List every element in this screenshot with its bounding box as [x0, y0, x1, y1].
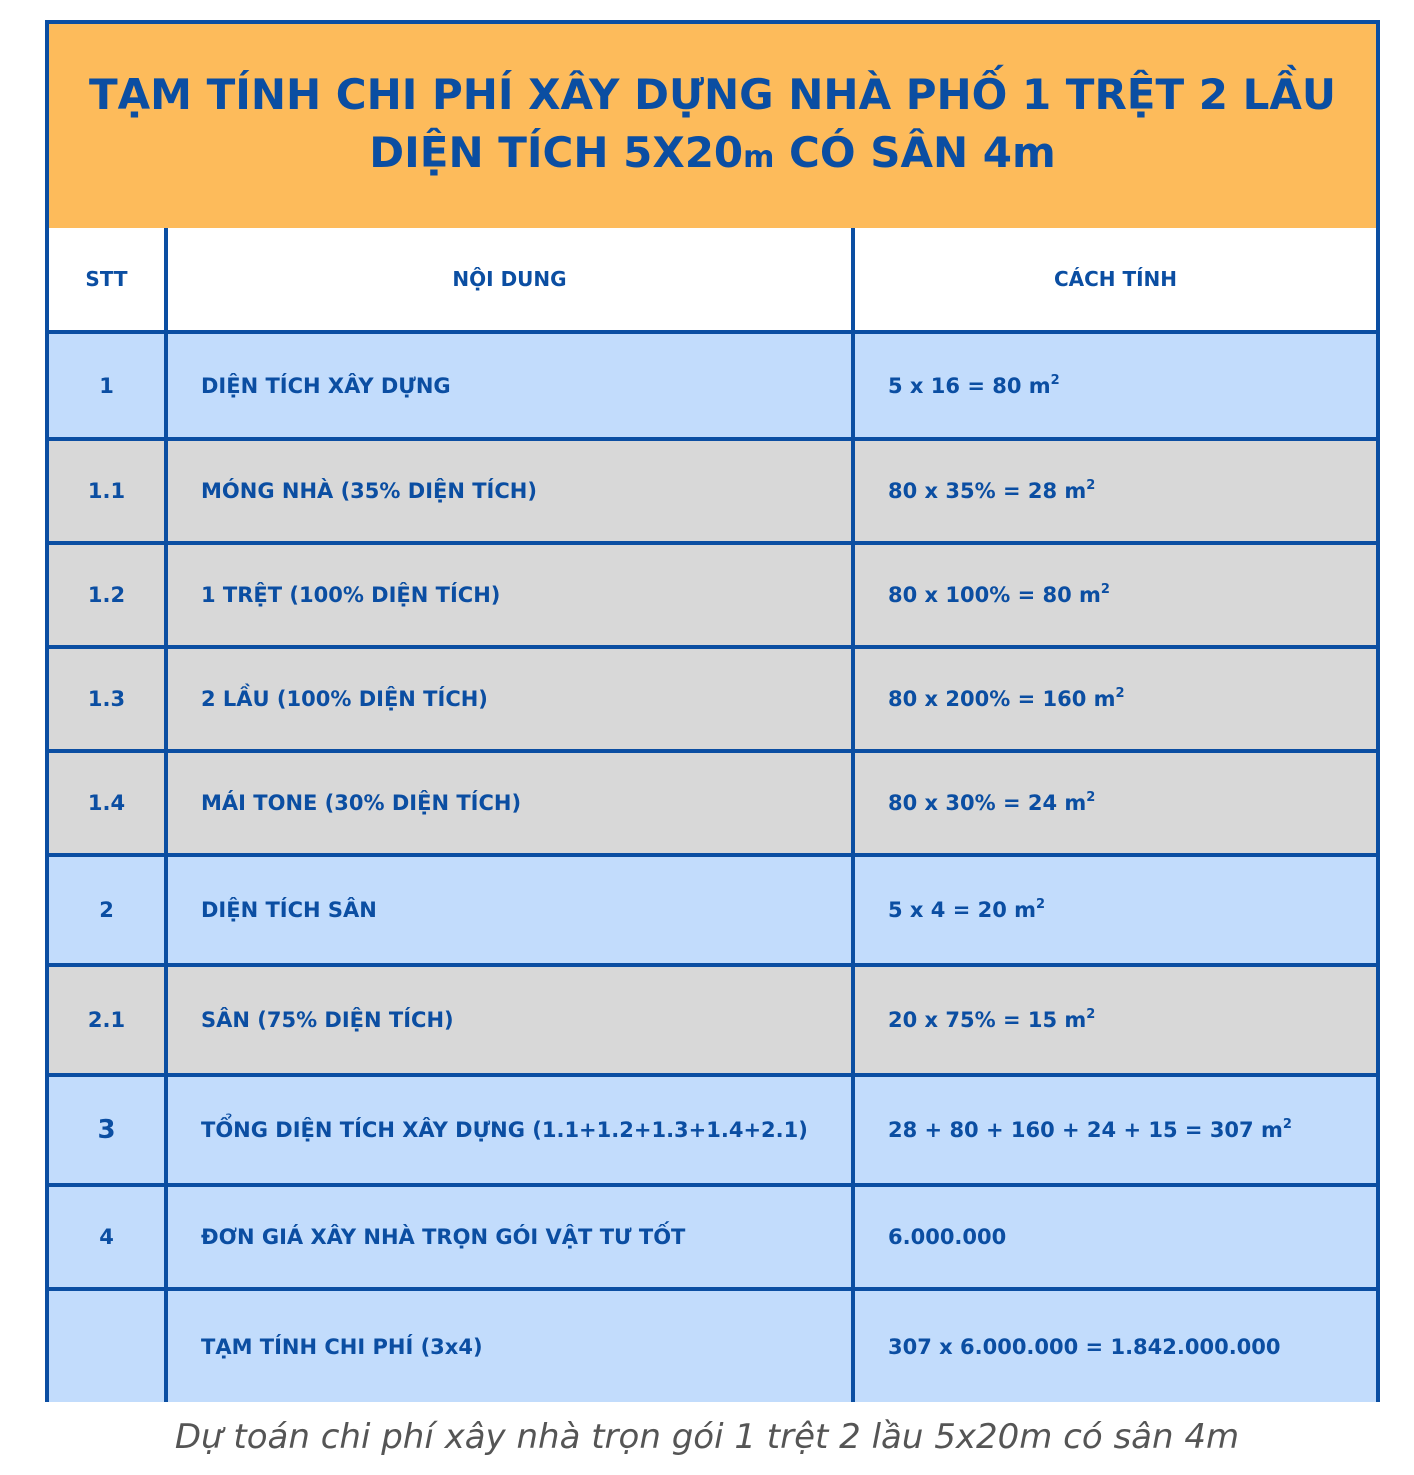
row-content: ĐƠN GIÁ XÂY NHÀ TRỌN GÓI VẬT TƯ TỐT	[166, 1185, 853, 1289]
row-content: DIỆN TÍCH SÂN	[166, 855, 853, 965]
header-stt: STT	[49, 228, 166, 332]
unit-superscript: 2	[1086, 478, 1096, 493]
row-calc-text: 80 x 35% = 28 m	[888, 479, 1087, 503]
row-calc-text: 28 + 80 + 160 + 24 + 15 = 307 m	[888, 1118, 1283, 1142]
row-calc-text: 5 x 4 = 20 m	[888, 898, 1037, 922]
row-stt: 2.1	[49, 965, 166, 1075]
row-calc	[853, 332, 1376, 439]
table-row	[49, 1185, 1376, 1289]
row-calc	[853, 855, 1376, 965]
unit-superscript: 2	[1100, 582, 1110, 597]
row-content: DIỆN TÍCH XÂY DỰNG	[166, 332, 853, 439]
row-calc-text: 6.000.000	[888, 1225, 1007, 1249]
row-stt: 1.3	[49, 647, 166, 751]
row-stt: 2	[49, 855, 166, 965]
table-row	[49, 855, 1376, 965]
row-calc	[853, 1185, 1376, 1289]
header-calc: CÁCH TÍNH	[853, 228, 1376, 332]
row-calc-text: 80 x 200% = 160 m	[888, 687, 1116, 711]
unit-superscript: 2	[1050, 372, 1060, 388]
row-stt: 1.4	[49, 751, 166, 855]
unit-superscript: 2	[1036, 897, 1046, 912]
title-line-2-unit: m	[743, 139, 775, 175]
row-calc-text: 80 x 100% = 80 m	[888, 583, 1101, 607]
cost-table-frame	[45, 20, 1380, 1402]
image-caption: Dự toán chi phí xây nhà trọn gói 1 trệt 2 lầu 5x20m có sân 4m	[174, 1417, 1240, 1457]
table-row	[49, 543, 1376, 647]
table-row	[49, 965, 1376, 1075]
row-calc	[853, 647, 1376, 751]
title-line-2-prefix: DIỆN TÍCH 5X20	[369, 127, 744, 177]
row-calc	[853, 439, 1376, 543]
unit-superscript: 2	[1086, 1007, 1096, 1022]
header-content: NỘI DUNG	[166, 228, 853, 332]
row-stt: 1.2	[49, 543, 166, 647]
table-row	[49, 751, 1376, 855]
row-calc-text: 5 x 16 = 80 m	[888, 373, 1051, 398]
row-stt: 4	[49, 1185, 166, 1289]
row-stt: 3	[49, 1075, 166, 1185]
table-row	[49, 1075, 1376, 1185]
row-calc	[853, 965, 1376, 1075]
row-calc	[853, 1075, 1376, 1185]
unit-superscript: 2	[1086, 790, 1096, 805]
row-content: 2 LẦU (100% DIỆN TÍCH)	[166, 647, 853, 751]
title-line-2	[369, 124, 1055, 187]
table-row	[49, 439, 1376, 543]
table-title	[49, 24, 1376, 228]
row-stt: 1.1	[49, 439, 166, 543]
row-calc-text: 307 x 6.000.000 = 1.842.000.000	[888, 1334, 1281, 1359]
row-content: SÂN (75% DIỆN TÍCH)	[166, 965, 853, 1075]
row-calc	[853, 1289, 1376, 1402]
row-stt: 1	[49, 332, 166, 439]
header-row	[49, 228, 1376, 332]
row-content: MÓNG NHÀ (35% DIỆN TÍCH)	[166, 439, 853, 543]
table-row	[49, 647, 1376, 751]
title-line-2-suffix: CÓ SÂN 4m	[774, 127, 1056, 177]
unit-superscript: 2	[1282, 1117, 1292, 1132]
row-calc	[853, 543, 1376, 647]
table-row	[49, 332, 1376, 439]
table-row	[49, 1289, 1376, 1402]
row-stt	[49, 1289, 166, 1402]
row-content: TỔNG DIỆN TÍCH XÂY DỰNG (1.1+1.2+1.3+1.4+2.1)	[166, 1075, 853, 1185]
row-calc-text: 20 x 75% = 15 m	[888, 1008, 1087, 1032]
cost-table	[49, 228, 1376, 1402]
title-line-1: TẠM TÍNH CHI PHÍ XÂY DỰNG NHÀ PHỐ 1 TRỆT 2 LẦU	[89, 69, 1336, 119]
row-calc-text: 80 x 30% = 24 m	[888, 791, 1087, 815]
row-content: MÁI TONE (30% DIỆN TÍCH)	[166, 751, 853, 855]
row-content: TẠM TÍNH CHI PHÍ (3x4)	[166, 1289, 853, 1402]
unit-superscript: 2	[1115, 686, 1125, 701]
table-body	[49, 332, 1376, 1402]
row-content: 1 TRỆT (100% DIỆN TÍCH)	[166, 543, 853, 647]
row-calc	[853, 751, 1376, 855]
